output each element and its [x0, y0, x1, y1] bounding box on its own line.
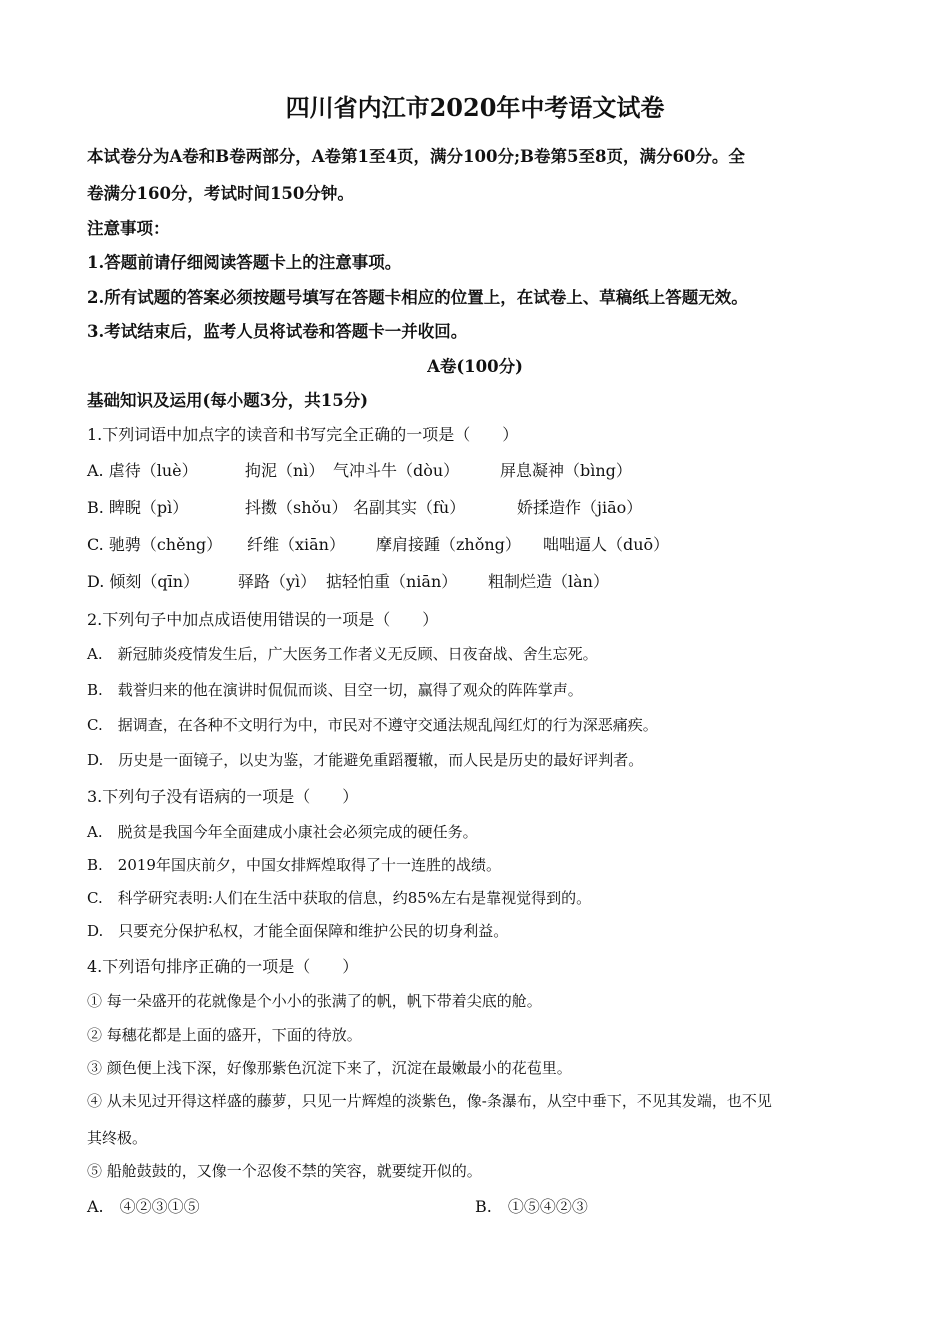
q4-option-a: A. ④②③①⑤	[87, 1197, 200, 1216]
q1-a-word-4: 屏息凝神（bìng）	[500, 461, 632, 480]
q1-d-word-1: D. 倾刻（qīn）	[87, 572, 200, 591]
q4-sentence-4: ④ 从未见过开得这样盛的藤萝，只见一片辉煌的淡紫色，像-条瀑布，从空中垂下，不见其发端，也不见	[87, 1092, 772, 1110]
q1-c-word-1: C. 驰骋（chěng）	[87, 535, 223, 554]
q1-a-word-2: 拘泥（nì）	[245, 461, 325, 480]
q1-d-word-2: 驿路（yì）	[238, 572, 317, 591]
q3-stem: 3.下列句子没有语病的一项是（ ）	[87, 787, 359, 806]
notice-heading: 注意事项：	[87, 219, 170, 238]
q1-b-word-3: 名副其实（fù）	[353, 498, 466, 517]
intro-line-1: 本试卷分为A卷和B卷两部分，A卷第1至4页，满分100分;B卷第5至8页，满分60分。全	[87, 147, 745, 166]
q4-sentence-1: ① 每一朵盛开的花就像是个小小的张满了的帆，帆下带着尖底的舱。	[87, 992, 542, 1010]
q1-a-word-1: A. 虐待（luè）	[87, 461, 198, 480]
q1-c-word-2: 纤维（xiān）	[247, 535, 345, 554]
q2-option-d: D. 历史是一面镜子，以史为鉴，才能避免重蹈覆辙，而人民是历史的最好评判者。	[87, 751, 644, 769]
part-heading: 基础知识及运用(每小题3分，共15分)	[87, 391, 369, 410]
notice-item-2: 2.所有试题的答案必须按题号填写在答题卡相应的位置上，在试卷上、草稿纸上答题无效。	[87, 288, 748, 307]
q3-option-c: C. 科学研究表明:人们在生活中获取的信息，约85%左右是靠视觉得到的。	[87, 889, 592, 907]
section-a-heading: A卷(100分)	[427, 357, 523, 376]
q2-option-a: A. 新冠肺炎疫情发生后，广大医务工作者义无反顾、日夜奋战、舍生忘死。	[87, 645, 598, 663]
q4-sentence-5: ⑤ 船舱鼓鼓的，又像一个忍俊不禁的笑容，就要绽开似的。	[87, 1162, 482, 1180]
q4-option-b: B. ①⑤④②③	[475, 1197, 588, 1216]
q1-c-word-3: 摩肩接踵（zhǒng）	[376, 535, 521, 554]
q1-stem: 1.下列词语中加点字的读音和书写完全正确的一项是（ ）	[87, 425, 519, 444]
q2-option-b: B. 载誉归来的他在演讲时侃侃而谈、目空一切，赢得了观众的阵阵掌声。	[87, 681, 583, 699]
q3-option-a: A. 脱贫是我国今年全面建成小康社会必须完成的硬任务。	[87, 823, 478, 841]
page-title: 四川省内江市2020年中考语文试卷	[285, 93, 665, 122]
notice-item-3: 3.考试结束后，监考人员将试卷和答题卡一并收回。	[87, 322, 468, 341]
q2-option-c: C. 据调查，在各种不文明行为中，市民对不遵守交通法规乱闯红灯的行为深恶痛疾。	[87, 716, 658, 734]
q4-sentence-3: ③ 颜色便上浅下深，好像那紫色沉淀下来了，沉淀在最嫩最小的花苞里。	[87, 1059, 572, 1077]
q1-b-word-4: 娇揉造作（jiāo）	[517, 498, 643, 517]
q1-d-word-4: 粗制烂造（làn）	[488, 572, 609, 591]
q1-b-word-1: B. 睥睨（pì）	[87, 498, 189, 517]
q2-stem: 2.下列句子中加点成语使用错误的一项是（ ）	[87, 610, 439, 629]
q4-sentence-2: ② 每穗花都是上面的盛开，下面的待放。	[87, 1026, 362, 1044]
q3-option-b: B. 2019年国庆前夕，中国女排辉煌取得了十一连胜的战绩。	[87, 856, 501, 874]
q4-sentence-4-continued: 其终极。	[87, 1129, 148, 1147]
q1-c-word-4: 咄咄逼人（duō）	[543, 535, 670, 554]
q3-option-d: D. 只要充分保护私权，才能全面保障和维护公民的切身利益。	[87, 922, 509, 940]
q1-b-word-2: 抖擞（shǒu）	[245, 498, 348, 517]
q4-stem: 4.下列语句排序正确的一项是（ ）	[87, 957, 359, 976]
notice-item-1: 1.答题前请仔细阅读答题卡上的注意事项。	[87, 253, 402, 272]
q1-a-word-3: 气冲斗牛（dòu）	[333, 461, 460, 480]
intro-line-2: 卷满分160分，考试时间150分钟。	[87, 184, 354, 203]
q1-d-word-3: 掂轻怕重（niān）	[326, 572, 458, 591]
